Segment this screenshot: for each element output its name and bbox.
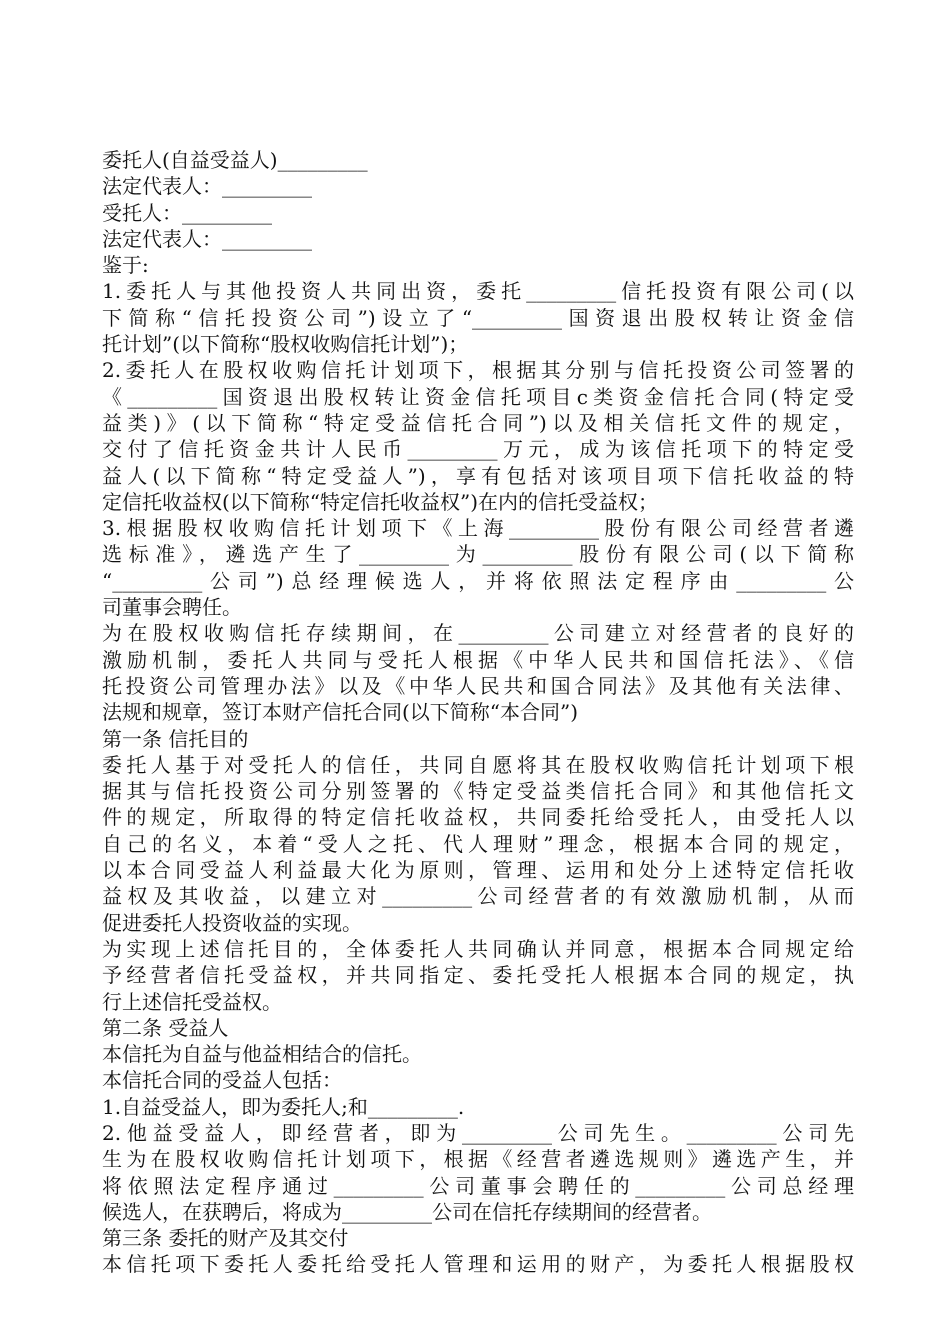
text-line: 鉴于:	[102, 253, 149, 278]
text-line: 益权及其收益，以建立对_________公司经营者的有效激励机制，从而	[102, 884, 854, 909]
text-line: 为实现上述信托目的，全体委托人共同确认并同意，根据本合同规定给	[102, 936, 854, 961]
contract-text-body	[102, 147, 854, 1278]
text-line: “_________公司”)总经理候选人，并将依照法定程序由_________公	[102, 568, 854, 593]
text-line: 本信托项下委托人委托给受托人管理和运用的财产，为委托人根据股权	[102, 1252, 854, 1277]
text-line: 托计划”(以下简称“股权收购信托计划”)；	[102, 332, 469, 357]
text-line: 受托人：_________	[102, 200, 272, 225]
text-line: 委托人基于对受托人的信任，共同自愿将其在股权收购信托计划项下根	[102, 752, 854, 777]
text-line: 促进委托人投资收益的实现。	[102, 910, 362, 935]
text-line: 第三条 委托的财产及其交付	[102, 1226, 349, 1251]
text-line: 3.根据股权收购信托计划项下《上海_________股份有限公司经营者遴	[102, 516, 854, 541]
text-line: 益类)》(以下简称“特定受益信托合同”)以及相关信托文件的规定，	[102, 410, 854, 435]
text-line: 1.自益受益人，即为委托人;和_________.	[102, 1094, 465, 1119]
text-line: 件的规定，所取得的特定信托收益权，共同委托给受托人，由受托人以	[102, 805, 854, 830]
text-line: 下简称“信托投资公司”)设立了“_________国资退出股权转让资金信	[102, 305, 854, 330]
text-line: 2.委托人在股权收购信托计划项下，根据其分别与信托投资公司签署的	[102, 358, 854, 383]
text-line: 1.委托人与其他投资人共同出资，委托_________信托投资有限公司(以	[102, 279, 854, 304]
text-line: 激励机制，委托人共同与受托人根据《中华人民共和国信托法》、《信	[102, 647, 854, 672]
text-line: 据其与信托投资公司分别签署的《特定受益类信托合同》和其他信托文	[102, 779, 854, 804]
text-line: 自己的名义，本着“受人之托、代人理财”理念，根据本合同的规定，	[102, 831, 854, 856]
text-line: 将依照法定程序通过_________公司董事会聘任的_________公司总经理	[102, 1173, 854, 1198]
text-line: 法规和规章，签订本财产信托合同(以下简称“本合同”)	[102, 700, 579, 725]
text-line: 为在股权收购信托存续期间，在_________公司建立对经营者的良好的	[102, 621, 854, 646]
text-line: 托投资公司管理办法》以及《中华人民共和国合同法》及其他有关法律、	[102, 673, 854, 698]
text-line: 交付了信托资金共计人民币_________万元，成为该信托项下的特定受	[102, 437, 854, 462]
text-line: 委托人(自益受益人)_________	[102, 148, 368, 172]
text-line: 本信托合同的受益人包括：	[102, 1068, 342, 1093]
text-line: 第一条 信托目的	[102, 726, 249, 751]
text-line: 法定代表人：_________	[102, 226, 312, 251]
text-line: 选标准》，遴选产生了_________为_________股份有限公司(以下简称	[102, 542, 854, 567]
text-line: 司董事会聘任。	[102, 595, 242, 620]
text-line: 《_________国资退出股权转让资金信托项目c类资金信托合同(特定受	[102, 384, 854, 409]
text-line: 生为在股权收购信托计划项下，根据《经营者遴选规则》遴选产生，并	[102, 1147, 854, 1172]
text-line: 本信托为自益与他益相结合的信托。	[102, 1042, 422, 1067]
text-line: 法定代表人：_________	[102, 174, 312, 199]
text-line: 定信托收益权(以下简称“特定信托收益权”)在内的信托受益权；	[102, 489, 659, 514]
text-line: 2.他益受益人，即经营者，即为_________公司先生。_________公司先	[102, 1120, 854, 1145]
text-line: 益人(以下简称“特定受益人”)，享有包括对该项目项下信托收益的特	[102, 463, 854, 488]
text-line: 行上述信托受益权。	[102, 989, 282, 1014]
text-line: 以本合同受益人利益最大化为原则，管理、运用和处分上述特定信托收	[102, 858, 854, 883]
text-line: 予经营者信托受益权，并共同指定、委托受托人根据本合同的规定，执	[102, 963, 854, 988]
text-line: 候选人，在获聘后，将成为_________公司在信托存续期间的经营者。	[102, 1199, 712, 1224]
text-line: 第二条 受益人	[102, 1015, 229, 1040]
